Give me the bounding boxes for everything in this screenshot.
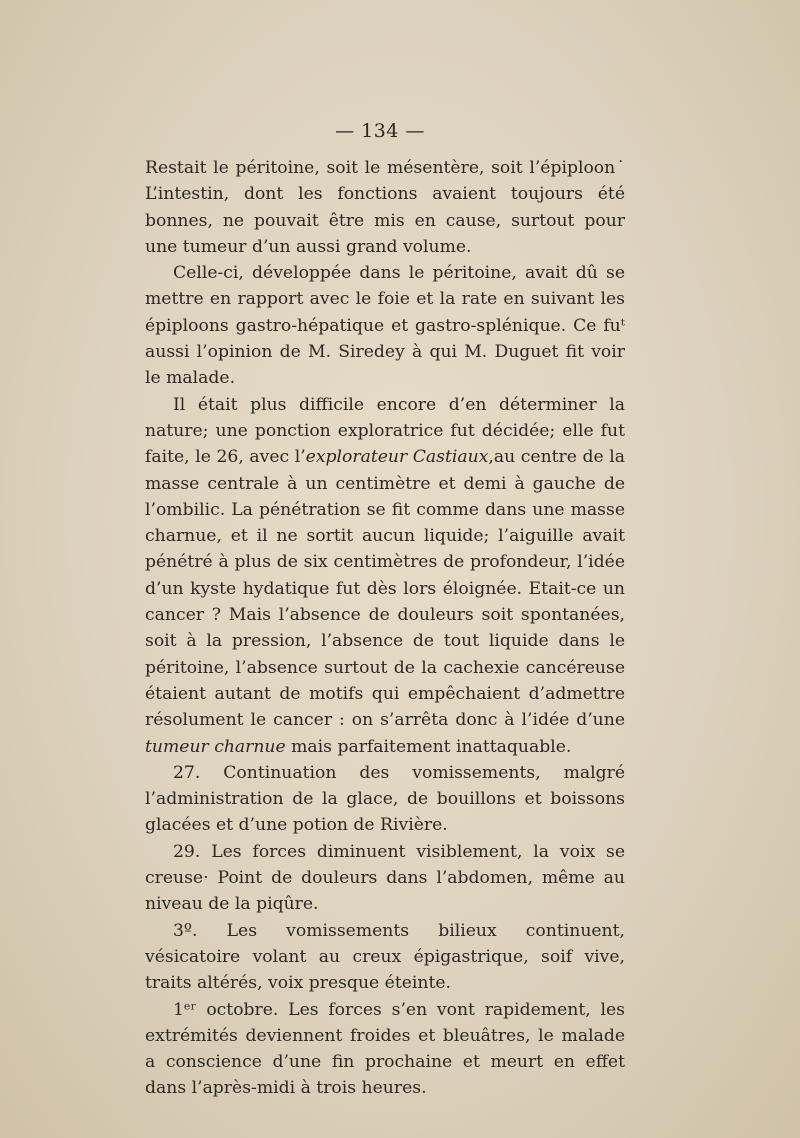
page-number: — 134 — (335, 120, 425, 142)
italic-text: explorateur Castiaux (305, 447, 489, 468)
text-segment: 29. Les forces diminuent visiblement, la voix se creuse· Point de douleurs dans l’abdomen, même au niveau de la piqûre. (145, 841, 625, 915)
paragraph (145, 155, 625, 260)
text-segment: 27. Continuation des vomissements, malgré l’administration de la glace, de bouillons et boissons glacées et d’une potion de Rivière. (145, 762, 625, 836)
paragraph (145, 997, 625, 1102)
paragraph (145, 260, 625, 391)
text-segment: 3º. Les vomissements bilieux continuent, vésicatoire volant au creux épigastrique, soif vive, traits altérés, voix presque éteinte. (145, 920, 625, 994)
italic-text: tumeur charnue (145, 736, 286, 757)
text-segment: Celle-ci, développée dans le péritoine, avait dû se mettre en rapport avec le foie et la rate en suivant les épiploons gastro-hépatique et gastro-splénique. Ce fuᵗ aussi l’opinion de M. Siredey à qui M. Duguet fit voir le malade. (145, 263, 625, 389)
text-segment: Restait le péritoine, soit le mésentère, soit l’épiploon˙ L’intestin, dont les fonctions avaient toujours été bonnes, ne pouvait être mis en cause, surtout pour une tumeur d’un aussi grand volume. (145, 158, 625, 257)
text-segment: 1ᵉʳ octobre. Les forces s’en vont rapidement, les extrémités deviennent froides et bleuâtres, le malade a conscience d’une fin prochaine et meurt en effet dans l’après-midi à trois heures. (145, 999, 625, 1099)
paragraph (145, 760, 625, 839)
text-segment: ,au centre de la masse centrale à un centimètre et demi à gauche de l’ombilic. La pénétration se fit comme dans une masse charnue, et il ne sortit aucun liquide; l’aiguille avait pénétré à plus de six centimètres de profondeur, l’idée d’un kyste hydatique fut dès lors éloignée. Etait-ce un cancer ? Mais l’absence de douleurs soit spontanées, soit à la pression, l’absence de tout liquide dans le péritoine, l’absence surtout de la cachexie cancéreuse étaient autant de motifs qui empêchaient d’admettre résolument le cancer : on s’arrêta donc à l’idée d’une (145, 447, 626, 731)
body-text (145, 155, 625, 1102)
paragraph (145, 918, 625, 997)
paragraph (145, 839, 625, 918)
text-segment: Il était plus difficile encore d’en déterminer la nature; une ponction exploratrice fut décidée; elle fut faite, le 26, avec l’ (145, 394, 625, 468)
text-segment: mais parfaitement inattaquable. (285, 736, 572, 757)
paragraph (145, 392, 625, 760)
